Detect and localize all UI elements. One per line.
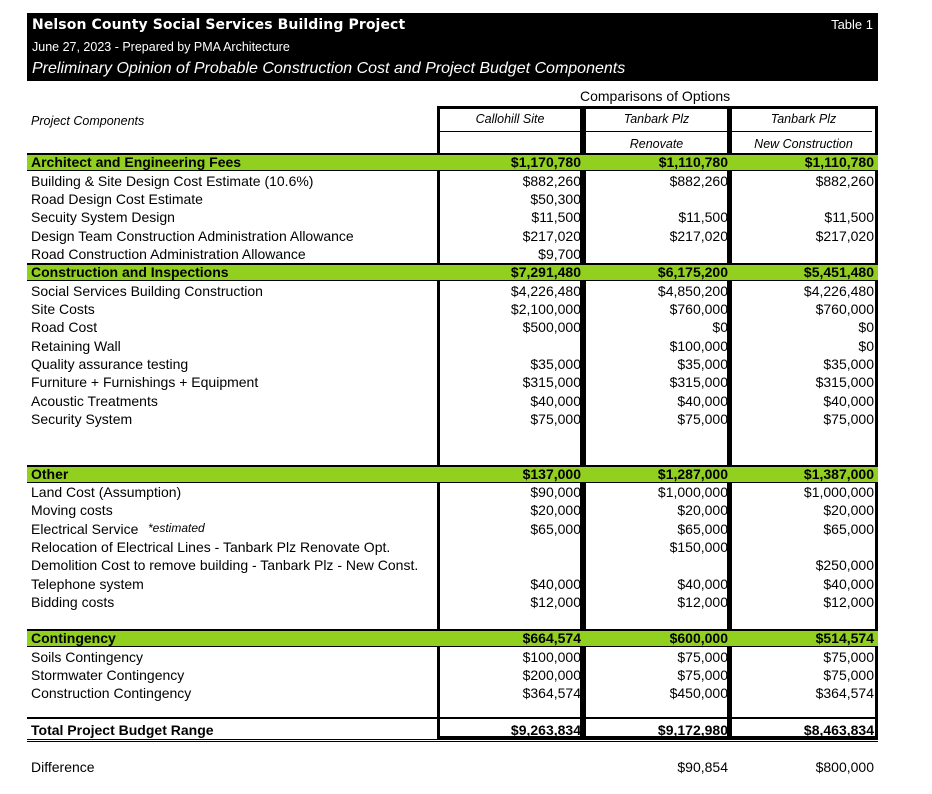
- difference-tanbark-new: $800,000: [815, 759, 874, 775]
- row-label: Telephone system: [31, 576, 144, 592]
- value-tanbark-renovate: $40,000: [677, 576, 728, 592]
- value-callohill: $50,300: [530, 191, 581, 207]
- value-tanbark-new: $1,000,000: [803, 484, 874, 500]
- value-callohill: $137,000: [522, 466, 581, 482]
- table-row: [0, 410, 932, 428]
- row-label: Construction and Inspections: [31, 264, 229, 280]
- value-tanbark-new: $75,000: [823, 411, 874, 427]
- table-row: [0, 501, 932, 519]
- row-label: Site Costs: [31, 301, 95, 317]
- value-callohill: $90,000: [530, 484, 581, 500]
- total-top-rule: [27, 717, 878, 719]
- value-callohill: $75,000: [530, 411, 581, 427]
- value-tanbark-new: $250,000: [815, 557, 874, 573]
- row-note: *estimated: [148, 521, 205, 535]
- table-row: [0, 593, 932, 611]
- row-label: Contingency: [31, 630, 116, 646]
- row-label: Architect and Engineering Fees: [31, 154, 242, 170]
- row-label: Design Team Construction Administration Allowance: [31, 228, 354, 244]
- table-row: [0, 300, 932, 318]
- column-2-subheader: Renovate: [629, 137, 684, 151]
- section-row: [0, 263, 932, 281]
- value-tanbark-renovate: $1,110,780: [658, 154, 728, 170]
- value-callohill: $364,574: [522, 685, 581, 701]
- total-row: [0, 721, 932, 739]
- value-callohill: $35,000: [530, 356, 581, 372]
- table-row: [0, 556, 932, 574]
- value-callohill: $500,000: [522, 319, 581, 335]
- row-label: Relocation of Electrical Lines - Tanbark Plz Renovate Opt.: [31, 539, 391, 555]
- value-tanbark-new: $1,387,000: [803, 466, 874, 482]
- table-row: [0, 190, 932, 208]
- value-tanbark-new: $514,574: [815, 630, 874, 646]
- value-tanbark-renovate: $75,000: [677, 649, 728, 665]
- value-callohill: $1,170,780: [510, 154, 581, 170]
- value-tanbark-new: $40,000: [823, 393, 874, 409]
- value-callohill: $20,000: [530, 502, 581, 518]
- value-callohill: $2,100,000: [510, 301, 581, 317]
- difference-label: Difference: [31, 759, 95, 775]
- value-callohill: $65,000: [530, 521, 581, 537]
- value-tanbark-renovate: $100,000: [669, 338, 728, 354]
- value-tanbark-new: $1,110,780: [804, 154, 874, 170]
- value-tanbark-new: $364,574: [815, 685, 874, 701]
- table-number: Table 1: [831, 17, 873, 32]
- value-callohill: $4,226,480: [510, 283, 581, 299]
- column-3-header: Tanbark Plz: [770, 112, 837, 126]
- value-tanbark-new: $35,000: [823, 356, 874, 372]
- table-row: [0, 373, 932, 391]
- document-title: Nelson County Social Services Building Project: [32, 17, 406, 33]
- table-row: [0, 208, 932, 226]
- value-tanbark-renovate: $760,000: [669, 301, 728, 317]
- table-row: [0, 318, 932, 336]
- row-label: Moving costs: [31, 502, 113, 518]
- value-callohill: $217,020: [522, 228, 581, 244]
- row-label: Security System: [31, 411, 133, 427]
- value-callohill: $200,000: [522, 667, 581, 683]
- value-tanbark-renovate: $35,000: [677, 356, 728, 372]
- difference-tanbark-renovate: $90,854: [677, 759, 728, 775]
- row-label: Secuity System Design: [31, 209, 175, 225]
- row-label: Furniture + Furnishings + Equipment: [31, 374, 259, 390]
- value-callohill: $664,574: [522, 630, 581, 646]
- value-callohill: $12,000: [530, 594, 581, 610]
- value-tanbark-new: $65,000: [823, 521, 874, 537]
- table-row: [0, 684, 932, 702]
- table-row: [0, 355, 932, 373]
- value-tanbark-new: $315,000: [815, 374, 874, 390]
- table-header-banner: [27, 13, 878, 81]
- value-tanbark-renovate: $217,020: [669, 228, 728, 244]
- value-callohill: $40,000: [530, 576, 581, 592]
- table-row: [0, 227, 932, 245]
- section-row: [0, 629, 932, 647]
- table-row: [0, 337, 932, 355]
- value-tanbark-new: $5,451,480: [803, 264, 874, 280]
- row-label: Social Services Building Construction: [31, 283, 263, 299]
- value-tanbark-renovate: $20,000: [677, 502, 728, 518]
- value-tanbark-renovate: $315,000: [669, 374, 728, 390]
- table-row: [0, 666, 932, 684]
- value-callohill: $315,000: [522, 374, 581, 390]
- prepared-date: June 27, 2023 - Prepared by PMA Architecture: [32, 40, 290, 54]
- total-callohill: $9,263,834: [510, 722, 581, 738]
- row-label: Building & Site Design Cost Estimate (10.6%): [31, 173, 314, 189]
- row-label: Retaining Wall: [31, 338, 121, 354]
- table-row: [0, 538, 932, 556]
- column-2-header: Tanbark Plz: [623, 112, 690, 126]
- value-tanbark-renovate: $4,850,200: [657, 283, 728, 299]
- row-label: Other: [31, 466, 69, 482]
- row-label: Bidding costs: [31, 594, 115, 610]
- table-row: [0, 392, 932, 410]
- section-row: [0, 465, 932, 483]
- project-components-heading: Project Components: [31, 114, 145, 128]
- row-label: Acoustic Treatments: [31, 393, 158, 409]
- value-tanbark-new: $40,000: [823, 576, 874, 592]
- table-row: [0, 483, 932, 501]
- row-label: Stormwater Contingency: [31, 667, 185, 683]
- value-tanbark-renovate: $12,000: [677, 594, 728, 610]
- row-label: Road Construction Administration Allowance: [31, 246, 306, 262]
- value-tanbark-new: $760,000: [815, 301, 874, 317]
- table-row: [0, 520, 932, 538]
- value-tanbark-renovate: $600,000: [669, 630, 728, 646]
- comparisons-heading: Comparisons of Options: [580, 88, 731, 104]
- total-tanbark-renovate: $9,172,980: [657, 722, 728, 738]
- value-tanbark-new: $75,000: [823, 649, 874, 665]
- value-callohill: $7,291,480: [510, 264, 581, 280]
- table-row: [0, 282, 932, 300]
- value-tanbark-renovate: $150,000: [669, 539, 728, 555]
- value-callohill: $100,000: [522, 649, 581, 665]
- table-row: [0, 172, 932, 190]
- row-label: Soils Contingency: [31, 649, 144, 665]
- total-bottom-rule: [27, 739, 878, 742]
- column-3-subheader: New Construction: [754, 137, 853, 151]
- row-label: Quality assurance testing: [31, 356, 189, 372]
- value-tanbark-new: $882,260: [815, 173, 874, 189]
- value-tanbark-new: $75,000: [823, 667, 874, 683]
- column-header-divider: [440, 131, 872, 132]
- value-callohill: $9,700: [538, 246, 581, 262]
- document-subtitle: Preliminary Opinion of Probable Construction Cost and Project Budget Components: [32, 60, 626, 77]
- row-label: Road Design Cost Estimate: [31, 191, 203, 207]
- total-tanbark-new: $8,463,834: [803, 722, 874, 738]
- value-tanbark-new: $4,226,480: [803, 283, 874, 299]
- value-tanbark-renovate: $1,000,000: [657, 484, 728, 500]
- value-tanbark-renovate: $65,000: [677, 521, 728, 537]
- value-tanbark-renovate: $11,500: [678, 209, 728, 225]
- value-tanbark-renovate: $0: [712, 319, 728, 335]
- value-tanbark-renovate: $6,175,200: [657, 264, 728, 280]
- table-row: [0, 245, 932, 263]
- value-callohill: $882,260: [522, 173, 581, 189]
- value-tanbark-new: $20,000: [823, 502, 874, 518]
- difference-row: [0, 758, 932, 776]
- value-tanbark-renovate: $75,000: [677, 667, 728, 683]
- value-tanbark-new: $11,500: [824, 209, 874, 225]
- row-label: Demolition Cost to remove building - Tanbark Plz - New Const.: [31, 557, 419, 573]
- value-callohill: $11,500: [531, 209, 581, 225]
- row-label: Electrical Service: [31, 521, 139, 537]
- row-label: Construction Contingency: [31, 685, 192, 701]
- column-1-header: Callohill Site: [475, 112, 545, 126]
- row-label: Land Cost (Assumption): [31, 484, 182, 500]
- row-label: Road Cost: [31, 319, 98, 335]
- value-tanbark-new: $0: [858, 338, 874, 354]
- value-callohill: $40,000: [530, 393, 581, 409]
- table-row: [0, 648, 932, 666]
- value-tanbark-new: $0: [858, 319, 874, 335]
- value-tanbark-renovate: $40,000: [677, 393, 728, 409]
- table-row: [0, 575, 932, 593]
- value-tanbark-new: $217,020: [815, 228, 874, 244]
- value-tanbark-renovate: $450,000: [669, 685, 728, 701]
- value-tanbark-renovate: $882,260: [669, 173, 728, 189]
- value-tanbark-renovate: $1,287,000: [657, 466, 728, 482]
- section-row: [0, 153, 932, 171]
- value-tanbark-new: $12,000: [823, 594, 874, 610]
- value-tanbark-renovate: $75,000: [677, 411, 728, 427]
- total-label: Total Project Budget Range: [31, 722, 214, 738]
